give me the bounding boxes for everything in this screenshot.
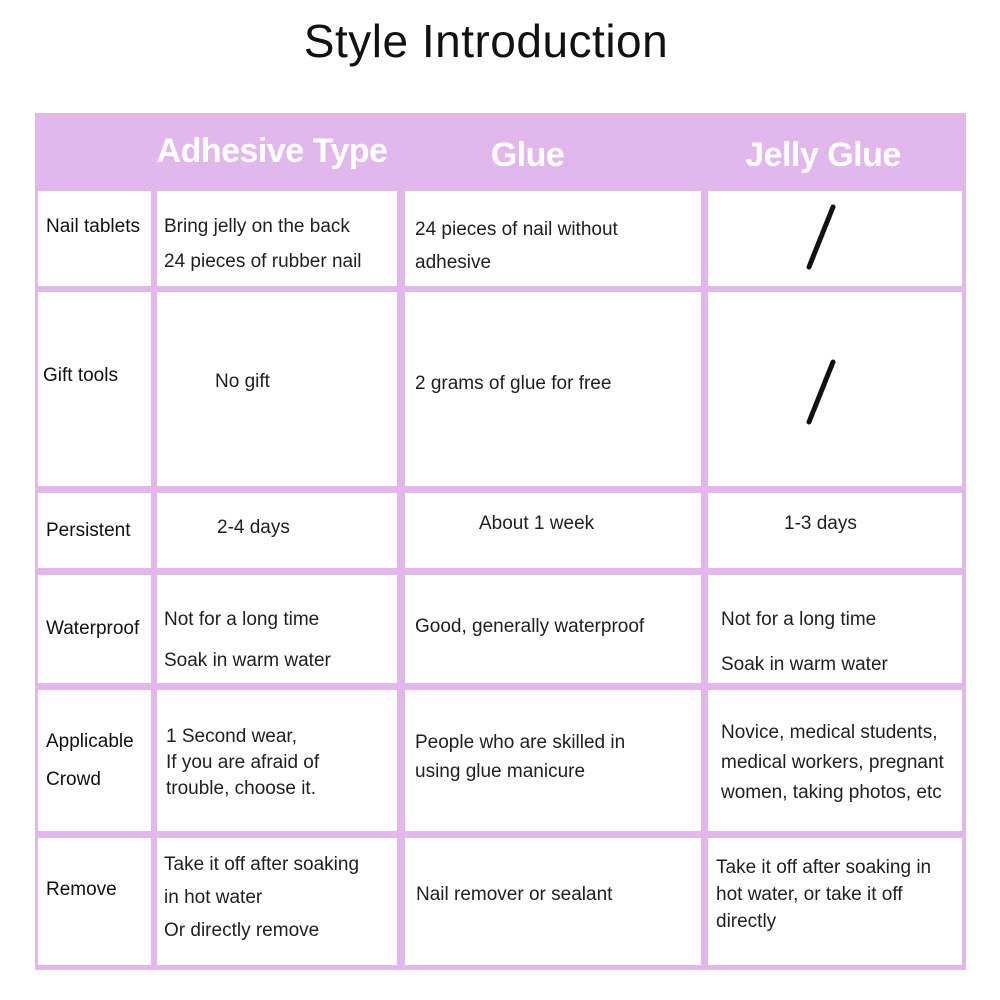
cell-applicable-crowd-adhesive	[157, 690, 397, 831]
row-label-text: Gift tools	[43, 365, 118, 387]
row-label-nail-tablets	[38, 191, 151, 286]
cell-nail-tablets-adhesive	[157, 191, 397, 286]
cell-waterproof-glue	[405, 575, 701, 683]
row-label-remove	[38, 838, 151, 965]
cell-text: 2-4 days	[217, 517, 290, 538]
row-label-applicable-crowd	[38, 690, 151, 831]
slash-icon	[803, 203, 843, 273]
cell-remove-glue	[405, 838, 701, 965]
cell-applicable-crowd-glue	[405, 690, 701, 831]
cell-text: Bring jelly on the back 24 pieces of rubber nail	[164, 216, 362, 272]
cell-text: Take it off after soaking in hot water Or directly remove	[164, 854, 360, 941]
row-label-text: Waterproof	[46, 618, 140, 640]
cell-nail-tablets-glue	[405, 191, 701, 286]
header-jelly-glue: Jelly Glue	[745, 135, 901, 174]
cell-text: About 1 week	[479, 513, 595, 534]
cell-waterproof-jelly	[708, 575, 962, 683]
cell-persistent-jelly	[708, 493, 962, 568]
cell-text: 1-3 days	[784, 513, 857, 534]
cell-persistent-adhesive	[157, 493, 397, 568]
cell-text: Novice, medical students, medical workers, pregnant women, taking photos, etc	[721, 722, 944, 803]
header-adhesive-type: Adhesive Type	[156, 131, 388, 170]
cell-text: 2 grams of glue for free	[415, 373, 612, 394]
cell-gift-tools-jelly	[708, 292, 962, 486]
row-label-text: Persistent	[46, 519, 131, 541]
slash-icon	[803, 358, 843, 428]
cell-waterproof-adhesive	[157, 575, 397, 683]
cell-gift-tools-glue	[405, 292, 701, 486]
row-label-text: Remove	[46, 878, 117, 900]
cell-remove-jelly	[708, 838, 962, 965]
cell-text: Take it off after soaking in hot water, or take it off directly	[716, 857, 932, 932]
header-glue: Glue	[490, 135, 565, 174]
cell-text: Not for a long time Soak in warm water	[721, 609, 888, 675]
cell-remove-adhesive	[157, 838, 397, 965]
cell-gift-tools-adhesive	[157, 292, 397, 486]
row-label-text: Nail tablets	[46, 215, 140, 237]
row-label-waterproof	[38, 575, 151, 683]
cell-nail-tablets-jelly	[708, 191, 962, 286]
cell-text: Nail remover or sealant	[416, 884, 613, 905]
cell-text: No gift	[215, 371, 270, 392]
cell-text: People who are skilled in using glue manicure	[415, 732, 626, 782]
row-label-gift-tools	[38, 292, 151, 486]
cell-text: 1 Second wear, If you are afraid of trouble, choose it.	[166, 726, 320, 799]
row-label-persistent	[38, 493, 151, 568]
cell-text: 24 pieces of nail without adhesive	[415, 219, 618, 273]
cell-persistent-glue	[405, 493, 701, 568]
cell-applicable-crowd-jelly	[708, 690, 962, 831]
page-title: Style Introduction	[303, 15, 669, 67]
cell-text: Good, generally waterproof	[415, 616, 645, 637]
row-label-text: Applicable Crowd	[46, 730, 134, 790]
cell-text: Not for a long time Soak in warm water	[164, 609, 331, 671]
